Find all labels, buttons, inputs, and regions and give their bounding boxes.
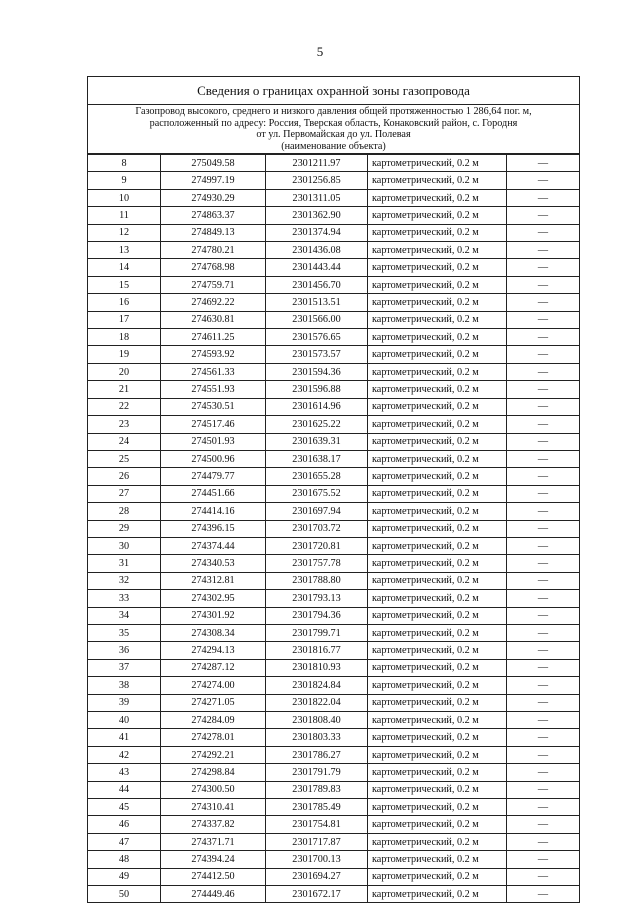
y-coordinate-cell: 2301803.33	[266, 729, 368, 746]
dash-cell: —	[507, 607, 580, 624]
x-coordinate-cell: 274412.50	[161, 868, 266, 885]
table-row	[88, 537, 579, 554]
y-coordinate-cell: 2301754.81	[266, 816, 368, 833]
x-coordinate-cell: 274371.71	[161, 833, 266, 850]
dash-cell: —	[507, 224, 580, 241]
y-coordinate-cell: 2301717.87	[266, 833, 368, 850]
dash-cell: —	[507, 416, 580, 433]
method-cell: картометрический, 0.2 м	[368, 398, 507, 415]
method-cell: картометрический, 0.2 м	[368, 172, 507, 189]
coordinates-table	[88, 154, 579, 902]
table-row	[88, 746, 579, 763]
point-number-cell: 25	[88, 450, 161, 467]
dash-cell: —	[507, 764, 580, 781]
point-number-cell: 12	[88, 224, 161, 241]
point-number-cell: 31	[88, 555, 161, 572]
x-coordinate-cell: 274630.81	[161, 311, 266, 328]
dash-cell: —	[507, 433, 580, 450]
x-coordinate-cell: 274294.13	[161, 642, 266, 659]
x-coordinate-cell: 274611.25	[161, 329, 266, 346]
dash-cell: —	[507, 555, 580, 572]
y-coordinate-cell: 2301436.08	[266, 242, 368, 259]
description-line: Газопровод высокого, среднего и низкого давления общей протяженностью 1 286,64 пог. м,	[135, 106, 532, 117]
method-cell: картометрический, 0.2 м	[368, 886, 507, 903]
y-coordinate-cell: 2301566.00	[266, 311, 368, 328]
dash-cell: —	[507, 659, 580, 676]
table-row	[88, 555, 579, 572]
dash-cell: —	[507, 503, 580, 520]
object-description	[88, 105, 579, 154]
point-number-cell: 35	[88, 624, 161, 641]
method-cell: картометрический, 0.2 м	[368, 381, 507, 398]
method-cell: картометрический, 0.2 м	[368, 242, 507, 259]
dash-cell: —	[507, 242, 580, 259]
point-number-cell: 26	[88, 468, 161, 485]
y-coordinate-cell: 2301374.94	[266, 224, 368, 241]
point-number-cell: 41	[88, 729, 161, 746]
table-row	[88, 276, 579, 293]
y-coordinate-cell: 2301791.79	[266, 764, 368, 781]
dash-cell: —	[507, 346, 580, 363]
table-row	[88, 329, 579, 346]
y-coordinate-cell: 2301700.13	[266, 851, 368, 868]
table-row	[88, 242, 579, 259]
point-number-cell: 30	[88, 537, 161, 554]
table-row	[88, 624, 579, 641]
table-row	[88, 816, 579, 833]
point-number-cell: 40	[88, 712, 161, 729]
y-coordinate-cell: 2301785.49	[266, 799, 368, 816]
point-number-cell: 42	[88, 746, 161, 763]
dash-cell: —	[507, 155, 580, 172]
point-number-cell: 32	[88, 572, 161, 589]
method-cell: картометрический, 0.2 м	[368, 433, 507, 450]
table-row	[88, 851, 579, 868]
method-cell: картометрический, 0.2 м	[368, 729, 507, 746]
point-number-cell: 18	[88, 329, 161, 346]
point-number-cell: 16	[88, 294, 161, 311]
method-cell: картометрический, 0.2 м	[368, 468, 507, 485]
table-row	[88, 207, 579, 224]
dash-cell: —	[507, 781, 580, 798]
dash-cell: —	[507, 572, 580, 589]
y-coordinate-cell: 2301822.04	[266, 694, 368, 711]
y-coordinate-cell: 2301786.27	[266, 746, 368, 763]
method-cell: картометрический, 0.2 м	[368, 485, 507, 502]
x-coordinate-cell: 274768.98	[161, 259, 266, 276]
dash-cell: —	[507, 886, 580, 903]
x-coordinate-cell: 275049.58	[161, 155, 266, 172]
method-cell: картометрический, 0.2 м	[368, 520, 507, 537]
table-row	[88, 468, 579, 485]
table-row	[88, 346, 579, 363]
table-row	[88, 729, 579, 746]
table-row	[88, 712, 579, 729]
x-coordinate-cell: 274449.46	[161, 886, 266, 903]
page-number: 5	[316, 44, 324, 59]
y-coordinate-cell: 2301513.51	[266, 294, 368, 311]
method-cell: картометрический, 0.2 м	[368, 294, 507, 311]
method-cell: картометрический, 0.2 м	[368, 590, 507, 607]
x-coordinate-cell: 274997.19	[161, 172, 266, 189]
dash-cell: —	[507, 189, 580, 206]
x-coordinate-cell: 274593.92	[161, 346, 266, 363]
table-row	[88, 398, 579, 415]
dash-cell: —	[507, 207, 580, 224]
method-cell: картометрический, 0.2 м	[368, 555, 507, 572]
method-cell: картометрический, 0.2 м	[368, 712, 507, 729]
y-coordinate-cell: 2301697.94	[266, 503, 368, 520]
dash-cell: —	[507, 868, 580, 885]
x-coordinate-cell: 274340.53	[161, 555, 266, 572]
method-cell: картометрический, 0.2 м	[368, 624, 507, 641]
point-number-cell: 47	[88, 833, 161, 850]
document-title: Сведения о границах охранной зоны газопровода	[88, 77, 579, 105]
table-row	[88, 607, 579, 624]
dash-cell: —	[507, 816, 580, 833]
method-cell: картометрический, 0.2 м	[368, 746, 507, 763]
y-coordinate-cell: 2301720.81	[266, 537, 368, 554]
method-cell: картометрический, 0.2 м	[368, 329, 507, 346]
method-cell: картометрический, 0.2 м	[368, 259, 507, 276]
x-coordinate-cell: 274849.13	[161, 224, 266, 241]
y-coordinate-cell: 2301576.65	[266, 329, 368, 346]
point-number-cell: 28	[88, 503, 161, 520]
dash-cell: —	[507, 537, 580, 554]
dash-cell: —	[507, 172, 580, 189]
x-coordinate-cell: 274271.05	[161, 694, 266, 711]
description-line: от ул. Первомайская до ул. Полевая	[256, 129, 411, 140]
y-coordinate-cell: 2301675.52	[266, 485, 368, 502]
method-cell: картометрический, 0.2 м	[368, 694, 507, 711]
x-coordinate-cell: 274561.33	[161, 363, 266, 380]
method-cell: картометрический, 0.2 м	[368, 868, 507, 885]
y-coordinate-cell: 2301456.70	[266, 276, 368, 293]
x-coordinate-cell: 274300.50	[161, 781, 266, 798]
point-number-cell: 45	[88, 799, 161, 816]
method-cell: картометрический, 0.2 м	[368, 276, 507, 293]
y-coordinate-cell: 2301793.13	[266, 590, 368, 607]
y-coordinate-cell: 2301808.40	[266, 712, 368, 729]
dash-cell: —	[507, 799, 580, 816]
method-cell: картометрический, 0.2 м	[368, 572, 507, 589]
method-cell: картометрический, 0.2 м	[368, 764, 507, 781]
dash-cell: —	[507, 729, 580, 746]
dash-cell: —	[507, 851, 580, 868]
x-coordinate-cell: 274500.96	[161, 450, 266, 467]
y-coordinate-cell: 2301596.88	[266, 381, 368, 398]
table-row	[88, 659, 579, 676]
table-row	[88, 172, 579, 189]
point-number-cell: 48	[88, 851, 161, 868]
point-number-cell: 21	[88, 381, 161, 398]
y-coordinate-cell: 2301639.31	[266, 433, 368, 450]
x-coordinate-cell: 274394.24	[161, 851, 266, 868]
description-line: расположенный по адресу: Россия, Тверская область, Конаковский район, с. Городня	[149, 117, 518, 129]
x-coordinate-cell: 274278.01	[161, 729, 266, 746]
x-coordinate-cell: 274287.12	[161, 659, 266, 676]
method-cell: картометрический, 0.2 м	[368, 833, 507, 850]
table-row	[88, 433, 579, 450]
point-number-cell: 13	[88, 242, 161, 259]
y-coordinate-cell: 2301816.77	[266, 642, 368, 659]
dash-cell: —	[507, 746, 580, 763]
dash-cell: —	[507, 329, 580, 346]
table-row	[88, 189, 579, 206]
x-coordinate-cell: 274759.71	[161, 276, 266, 293]
dash-cell: —	[507, 259, 580, 276]
x-coordinate-cell: 274780.21	[161, 242, 266, 259]
table-row	[88, 416, 579, 433]
point-number-cell: 33	[88, 590, 161, 607]
point-number-cell: 44	[88, 781, 161, 798]
dash-cell: —	[507, 381, 580, 398]
table-row	[88, 833, 579, 850]
y-coordinate-cell: 2301211.97	[266, 155, 368, 172]
dash-cell: —	[507, 294, 580, 311]
table-row	[88, 694, 579, 711]
point-number-cell: 36	[88, 642, 161, 659]
y-coordinate-cell: 2301799.71	[266, 624, 368, 641]
description-line: (наименование объекта)	[281, 140, 386, 152]
table-row	[88, 886, 579, 903]
point-number-cell: 17	[88, 311, 161, 328]
point-number-cell: 49	[88, 868, 161, 885]
table-row	[88, 485, 579, 502]
y-coordinate-cell: 2301614.96	[266, 398, 368, 415]
x-coordinate-cell: 274530.51	[161, 398, 266, 415]
x-coordinate-cell: 274337.82	[161, 816, 266, 833]
method-cell: картометрический, 0.2 м	[368, 781, 507, 798]
method-cell: картометрический, 0.2 м	[368, 155, 507, 172]
boundary-document	[87, 76, 580, 903]
dash-cell: —	[507, 677, 580, 694]
y-coordinate-cell: 2301443.44	[266, 259, 368, 276]
y-coordinate-cell: 2301672.17	[266, 886, 368, 903]
dash-cell: —	[507, 450, 580, 467]
table-row	[88, 677, 579, 694]
method-cell: картометрический, 0.2 м	[368, 537, 507, 554]
y-coordinate-cell: 2301789.83	[266, 781, 368, 798]
point-number-cell: 10	[88, 189, 161, 206]
table-row	[88, 572, 579, 589]
method-cell: картометрический, 0.2 м	[368, 311, 507, 328]
y-coordinate-cell: 2301694.27	[266, 868, 368, 885]
x-coordinate-cell: 274298.84	[161, 764, 266, 781]
method-cell: картометрический, 0.2 м	[368, 816, 507, 833]
table-row	[88, 363, 579, 380]
table-row	[88, 764, 579, 781]
method-cell: картометрический, 0.2 м	[368, 677, 507, 694]
point-number-cell: 46	[88, 816, 161, 833]
y-coordinate-cell: 2301362.90	[266, 207, 368, 224]
x-coordinate-cell: 274551.93	[161, 381, 266, 398]
method-cell: картометрический, 0.2 м	[368, 799, 507, 816]
y-coordinate-cell: 2301594.36	[266, 363, 368, 380]
x-coordinate-cell: 274396.15	[161, 520, 266, 537]
point-number-cell: 23	[88, 416, 161, 433]
dash-cell: —	[507, 833, 580, 850]
x-coordinate-cell: 274692.22	[161, 294, 266, 311]
x-coordinate-cell: 274301.92	[161, 607, 266, 624]
table-row	[88, 520, 579, 537]
point-number-cell: 39	[88, 694, 161, 711]
x-coordinate-cell: 274374.44	[161, 537, 266, 554]
point-number-cell: 8	[88, 155, 161, 172]
dash-cell: —	[507, 520, 580, 537]
x-coordinate-cell: 274930.29	[161, 189, 266, 206]
x-coordinate-cell: 274451.66	[161, 485, 266, 502]
method-cell: картометрический, 0.2 м	[368, 207, 507, 224]
y-coordinate-cell: 2301311.05	[266, 189, 368, 206]
y-coordinate-cell: 2301757.78	[266, 555, 368, 572]
table-row	[88, 259, 579, 276]
point-number-cell: 19	[88, 346, 161, 363]
x-coordinate-cell: 274292.21	[161, 746, 266, 763]
method-cell: картометрический, 0.2 м	[368, 450, 507, 467]
y-coordinate-cell: 2301703.72	[266, 520, 368, 537]
table-row	[88, 503, 579, 520]
method-cell: картометрический, 0.2 м	[368, 503, 507, 520]
point-number-cell: 37	[88, 659, 161, 676]
point-number-cell: 20	[88, 363, 161, 380]
method-cell: картометрический, 0.2 м	[368, 659, 507, 676]
y-coordinate-cell: 2301794.36	[266, 607, 368, 624]
dash-cell: —	[507, 624, 580, 641]
x-coordinate-cell: 274308.34	[161, 624, 266, 641]
table-row	[88, 590, 579, 607]
table-row	[88, 224, 579, 241]
dash-cell: —	[507, 485, 580, 502]
method-cell: картометрический, 0.2 м	[368, 416, 507, 433]
y-coordinate-cell: 2301788.80	[266, 572, 368, 589]
dash-cell: —	[507, 642, 580, 659]
table-row	[88, 155, 579, 172]
x-coordinate-cell: 274310.41	[161, 799, 266, 816]
x-coordinate-cell: 274302.95	[161, 590, 266, 607]
x-coordinate-cell: 274501.93	[161, 433, 266, 450]
dash-cell: —	[507, 363, 580, 380]
table-row	[88, 294, 579, 311]
point-number-cell: 29	[88, 520, 161, 537]
method-cell: картометрический, 0.2 м	[368, 346, 507, 363]
x-coordinate-cell: 274284.09	[161, 712, 266, 729]
point-number-cell: 22	[88, 398, 161, 415]
x-coordinate-cell: 274863.37	[161, 207, 266, 224]
y-coordinate-cell: 2301824.84	[266, 677, 368, 694]
y-coordinate-cell: 2301256.85	[266, 172, 368, 189]
point-number-cell: 50	[88, 886, 161, 903]
method-cell: картометрический, 0.2 м	[368, 363, 507, 380]
table-row	[88, 450, 579, 467]
table-row	[88, 381, 579, 398]
y-coordinate-cell: 2301573.57	[266, 346, 368, 363]
method-cell: картометрический, 0.2 м	[368, 642, 507, 659]
point-number-cell: 9	[88, 172, 161, 189]
table-row	[88, 311, 579, 328]
point-number-cell: 11	[88, 207, 161, 224]
dash-cell: —	[507, 712, 580, 729]
x-coordinate-cell: 274414.16	[161, 503, 266, 520]
dash-cell: —	[507, 276, 580, 293]
method-cell: картометрический, 0.2 м	[368, 224, 507, 241]
x-coordinate-cell: 274479.77	[161, 468, 266, 485]
table-row	[88, 799, 579, 816]
dash-cell: —	[507, 398, 580, 415]
point-number-cell: 38	[88, 677, 161, 694]
dash-cell: —	[507, 468, 580, 485]
point-number-cell: 24	[88, 433, 161, 450]
dash-cell: —	[507, 590, 580, 607]
x-coordinate-cell: 274274.00	[161, 677, 266, 694]
y-coordinate-cell: 2301638.17	[266, 450, 368, 467]
point-number-cell: 43	[88, 764, 161, 781]
y-coordinate-cell: 2301655.28	[266, 468, 368, 485]
table-row	[88, 868, 579, 885]
point-number-cell: 34	[88, 607, 161, 624]
dash-cell: —	[507, 694, 580, 711]
table-row	[88, 642, 579, 659]
method-cell: картометрический, 0.2 м	[368, 189, 507, 206]
table-row	[88, 781, 579, 798]
y-coordinate-cell: 2301810.93	[266, 659, 368, 676]
x-coordinate-cell: 274517.46	[161, 416, 266, 433]
x-coordinate-cell: 274312.81	[161, 572, 266, 589]
point-number-cell: 27	[88, 485, 161, 502]
method-cell: картометрический, 0.2 м	[368, 851, 507, 868]
y-coordinate-cell: 2301625.22	[266, 416, 368, 433]
point-number-cell: 14	[88, 259, 161, 276]
point-number-cell: 15	[88, 276, 161, 293]
method-cell: картометрический, 0.2 м	[368, 607, 507, 624]
dash-cell: —	[507, 311, 580, 328]
